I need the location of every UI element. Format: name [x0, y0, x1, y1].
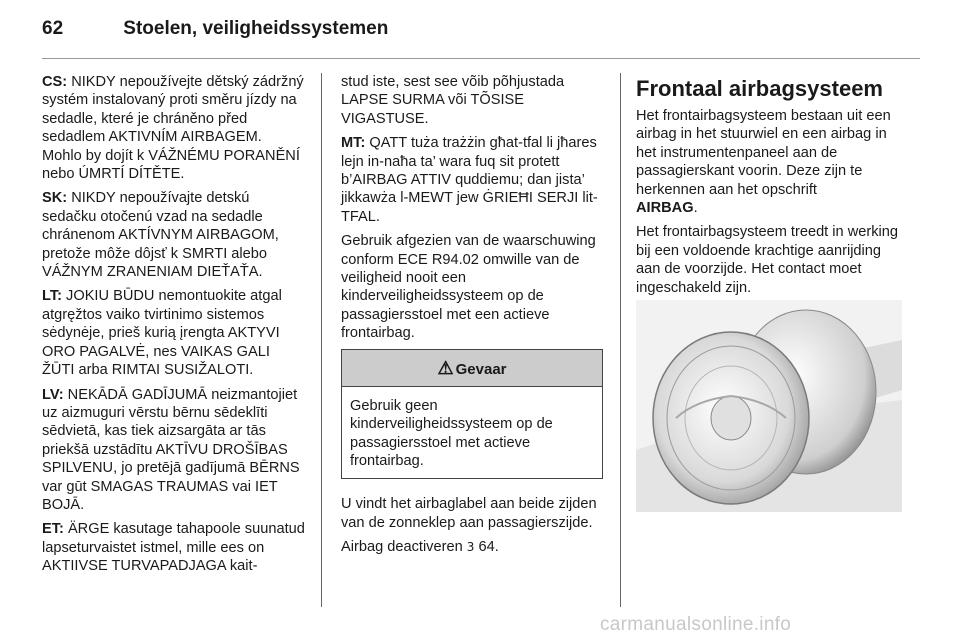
warning-triangle-icon: ⚠ [437, 357, 454, 378]
warning-et: ET: ÄRGE kasutage tahapoole suunatud lapseturvaistet istmel, mille ees on AKTIIVSE TURVAPADJAGA kait- [42, 521, 305, 575]
body-paragraph: Het frontairbagsysteem treedt in werking bij een voldoende krachtige aanrijding aan de voorzijde. Het contact moet ingeschakeld zijn. [636, 224, 898, 296]
column-1 [42, 73, 305, 582]
airbag-label: AIRBAG [636, 200, 694, 217]
airbag-label-paragraph: U vindt het airbaglabel aan beide zijden van de zonneklep aan passagierszijde. [341, 496, 597, 531]
page-header [42, 18, 388, 40]
column-divider [321, 73, 322, 607]
airbag-illustration [636, 300, 902, 512]
warning-cs: CS: NIKDY nepoužívejte dětský zádržný systém instalovaný proti směru jízdy na sedadle, které je chráněno před sedadlem AKTIVNÍM AIRBAGEM. Mohlo by dojít k VÁŽNÉMU PORANĚNÍ nebo ÚMRTÍ DÍTĚTE. [42, 74, 304, 183]
page-ref-arrow-icon: 3 [466, 540, 475, 555]
deactivate-reference: Airbag deactiveren 3 64. [341, 539, 499, 556]
watermark: carmanualsonline.info [600, 614, 792, 635]
body-paragraph: Gebruik afgezien van de waarschuwing conform ECE R94.02 omwille van de veiligheid nooit een kinderveiligheidssysteem op de passagiersstoel met een actieve frontairbag. [341, 233, 596, 342]
danger-text: Gebruik geen kinderveiligheidssysteem op de passagiersstoel met actieve frontairbag. [350, 397, 553, 469]
column-2 [341, 73, 603, 563]
body-paragraph: Het frontairbagsysteem bestaan uit een airbag in het stuurwiel en een airbag in het instrumentenpaneel aan de passagierskant voorin. Deze zijn te herkennen aan het opschrift AIRBAG. [636, 108, 891, 217]
danger-box [341, 349, 603, 480]
warning-lv: LV: NEKĀDĀ GADĪJUMĀ neizmantojiet uz aizmuguri vērstu bērnu sēdeklīti sēdvietā, kas tiek aizsargāta ar tās priekšā uzstādītu AKTĪVU DROŠĪBAS SPILVENU, jo pretējā gadījumā BĒRNS var gūt SMAGAS TRAUMAS vai IET BOJĀ. [42, 386, 300, 513]
page-number: 62 [42, 18, 64, 39]
column-3 [636, 76, 902, 303]
header-rule [42, 58, 920, 59]
warning-mt: MT: QATT tuża trażżin għat-tfal li jħares lejn in-naħa ta’ wara fuq sit protett b’AIRBAG ATTIV quddiemu; dan jista’ jikkawża l-MEWT jew ĠRIEĦI SERJI lit-TFAL. [341, 135, 598, 225]
section-heading: Frontaal airbagsysteem [636, 76, 883, 101]
column-divider [620, 73, 621, 607]
airbag-drawing [636, 300, 902, 512]
warning-lt: LT: JOKIU BŪDU nemontuokite atgal atgręžtos vaiko tvirtinimo sistemos sėdynėje, prieš kurią įrengta AKTYVI ORO PAGALVĖ, nes VAIKAS GALI ŽŪTI arba RIMTAI SUSIŽALOTI. [42, 288, 282, 379]
page-ref-link[interactable]: 64. [474, 539, 499, 556]
danger-header [342, 350, 602, 387]
page-title: Stoelen, veiligheidssystemen [123, 18, 389, 39]
warning-sk: SK: NIKDY nepoužívajte detskú sedačku otočenú vzad na sedadle chránenom AKTÍVNYM AIRBAGOM, pretože môže dôjsť k SMRTI alebo VÁŽNYM ZRANENIAM DIEŤAŤA. [42, 190, 279, 281]
warning-et-continued: stud iste, sest see võib põhjustada LAPSE SURMA või TÕSISE VIGASTUSE. [341, 74, 565, 127]
danger-title: Gevaar [455, 360, 507, 378]
